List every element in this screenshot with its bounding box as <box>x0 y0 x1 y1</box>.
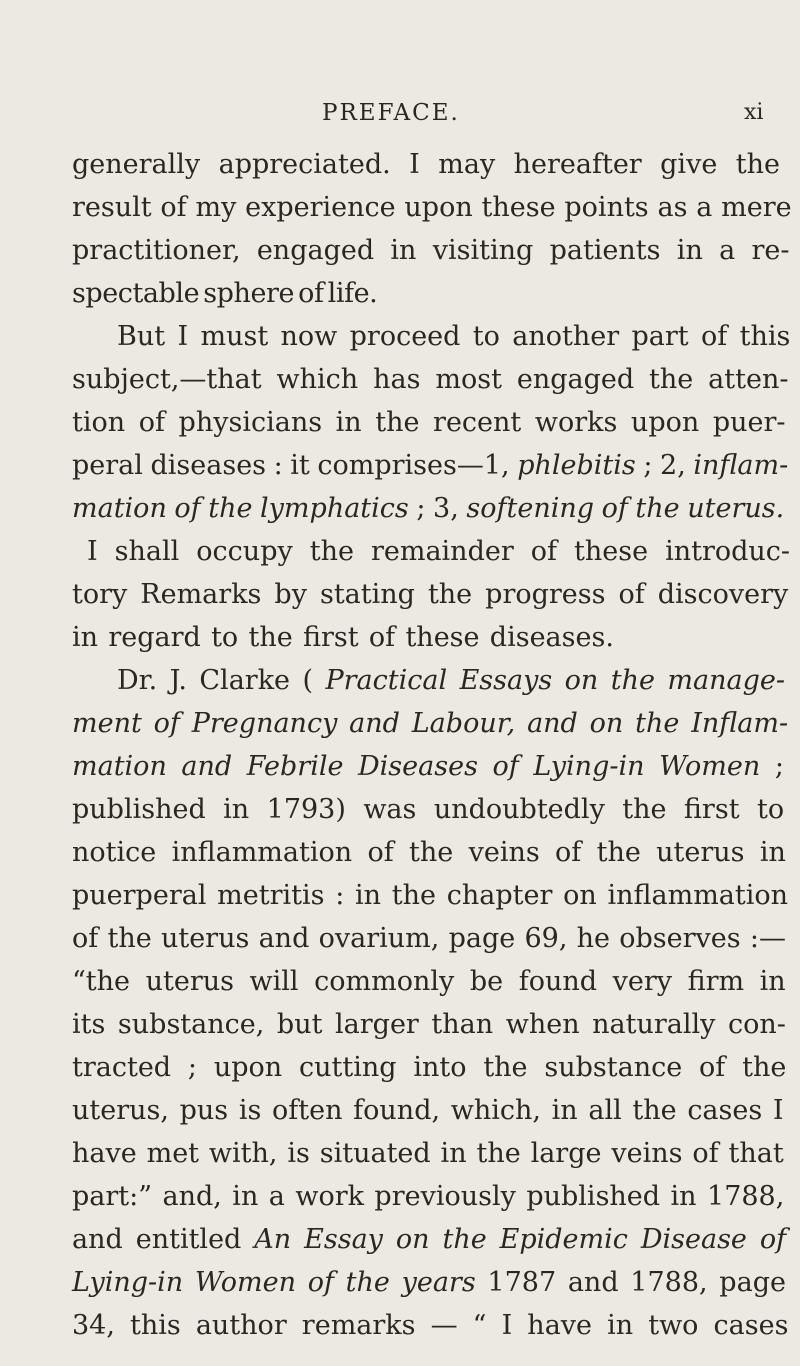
text-line <box>72 1010 786 1040</box>
text-line <box>117 322 790 352</box>
text-segment: ; 3, <box>408 493 467 524</box>
text-segment: notice inflammation of the veins of the uterus in <box>72 837 786 868</box>
text-segment: I shall occupy the remainder of these introduc- <box>87 536 791 567</box>
text-line <box>72 924 786 954</box>
text-line <box>72 1182 784 1212</box>
text-segment: tion of physicians in the recent works upon puer- <box>72 407 786 438</box>
text-line <box>72 838 786 868</box>
text-segment: spectable sphere of life. <box>72 278 378 309</box>
text-segment: published in 1793) was undoubtedly the first to <box>72 794 785 825</box>
text-line <box>72 580 788 610</box>
text-segment: tory Remarks by stating the progress of discovery <box>72 579 789 610</box>
text-line <box>72 1053 786 1083</box>
italic-segment: softening of the uterus. <box>466 493 785 524</box>
text-line <box>72 752 784 782</box>
text-line <box>72 1225 786 1255</box>
italic-segment: inflam- <box>693 450 789 481</box>
text-segment: ; 2, <box>635 450 694 481</box>
italic-segment: ment of Pregnancy and Labour, and on the Inflam- <box>72 708 789 739</box>
italic-segment: An Essay on the Epidemic Disease of <box>254 1224 787 1255</box>
text-line <box>72 150 780 180</box>
text-line <box>72 795 784 825</box>
text-line <box>72 494 784 524</box>
text-line <box>72 1311 788 1341</box>
italic-segment: mation and Febrile Diseases of Lying-in Women <box>72 751 761 782</box>
text-segment: “the uterus will commonly be found very firm in <box>72 966 786 997</box>
text-segment: puerperal metritis : in the chapter on inflammation <box>72 880 789 911</box>
text-line <box>87 537 790 567</box>
text-segment: subject,—that which has most engaged the atten- <box>72 364 789 395</box>
running-title: PREFACE. <box>322 100 460 126</box>
text-line <box>117 666 785 696</box>
text-segment: But I must now proceed to another part of this <box>117 321 791 352</box>
text-line <box>72 1268 786 1298</box>
text-line <box>72 451 788 481</box>
text-segment: its substance, but larger than when naturally con- <box>72 1009 786 1040</box>
page-number: xi <box>744 100 764 125</box>
text-line <box>72 365 788 395</box>
text-line <box>72 967 786 997</box>
text-segment: result of my experience upon these points as a mere <box>72 192 792 223</box>
text-segment: 1787 and 1788, page <box>475 1267 786 1298</box>
text-line <box>72 279 377 309</box>
text-segment: and entitled <box>72 1224 255 1255</box>
text-segment: practitioner, engaged in visiting patients in a re- <box>72 235 790 266</box>
italic-segment: phlebitis <box>517 450 636 481</box>
text-line <box>72 236 790 266</box>
text-segment: generally appreciated. I may hereafter give the <box>72 149 780 180</box>
text-line <box>72 709 788 739</box>
page-header <box>0 100 800 140</box>
text-segment: 34, this author remarks — “ I have in two cases <box>72 1310 789 1341</box>
text-line <box>72 408 786 438</box>
text-segment: ; <box>760 751 784 782</box>
italic-segment: Practical Essays on the manage- <box>325 665 786 696</box>
text-segment: part:” and, in a work previously published in 1788, <box>72 1181 785 1212</box>
text-line <box>72 193 792 223</box>
italic-segment: Lying-in Women of the years <box>72 1267 476 1298</box>
text-line <box>72 623 614 653</box>
text-segment: in regard to the first of these diseases. <box>72 622 614 653</box>
text-segment: peral diseases : it comprises—1, <box>72 450 518 481</box>
text-line <box>72 1139 784 1169</box>
text-segment: uterus, pus is often found, which, in all the cases I <box>72 1095 784 1126</box>
italic-segment: mation of the lymphatics <box>72 493 409 524</box>
text-segment: Dr. J. Clarke ( <box>117 665 326 696</box>
text-line <box>72 881 788 911</box>
text-segment: of the uterus and ovarium, page 69, he observes :— <box>72 923 786 954</box>
text-segment: tracted ; upon cutting into the substance of the <box>72 1052 787 1083</box>
text-line <box>72 1096 784 1126</box>
text-segment: have met with, is situated in the large veins of that <box>72 1138 784 1169</box>
